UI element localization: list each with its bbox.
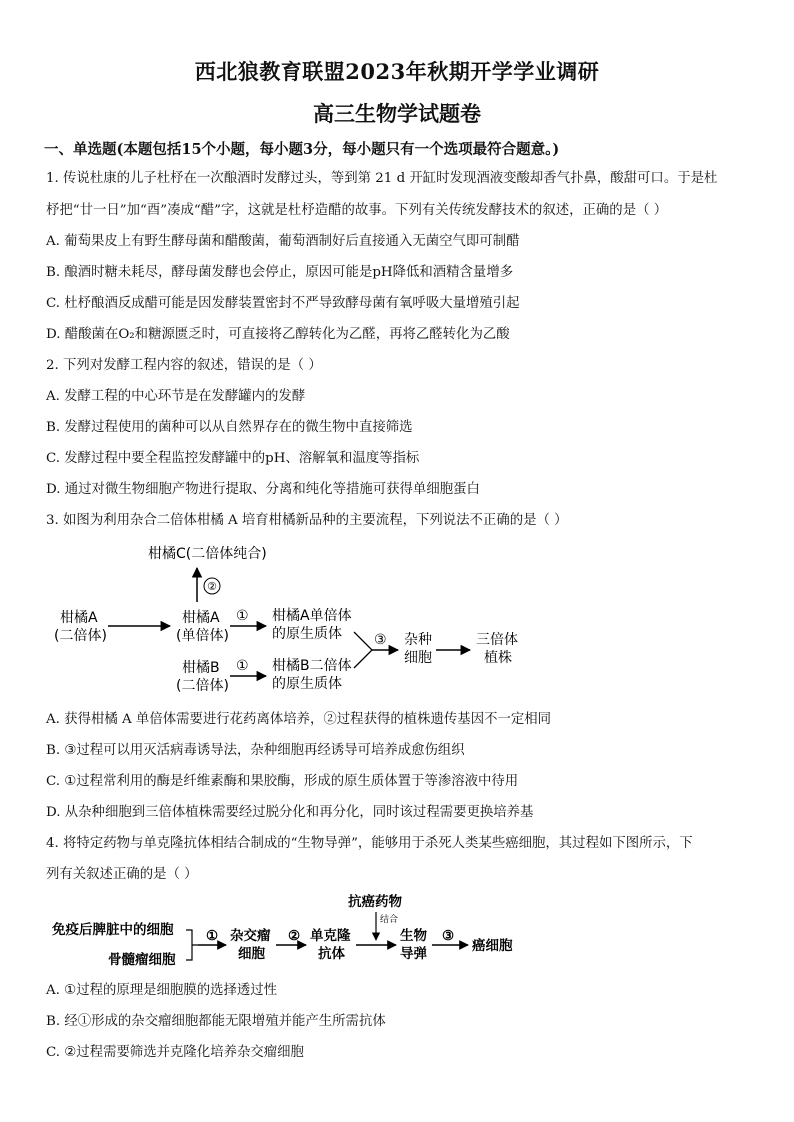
q3-triploid-1: 三倍体 [476, 632, 518, 648]
q3-step3: ③ [374, 632, 387, 648]
q3-flow-diagram [0, 540, 794, 700]
q1-stem-line2: 杼把“廿一日”加“酉”凑成“醋”字，这就是杜杼造醋的故事。下列有关传统发酵技术的叙述，正确的是（ ） [46, 203, 668, 218]
q3-proto-a-1: 柑橘A单倍体 [272, 608, 352, 624]
q3-stem: 3. 如图为利用杂合二倍体柑橘 A 培育柑橘新品种的主要流程，下列说法不正确的是（ ） [46, 513, 568, 528]
q3-citrus-c: 柑橘C(二倍体纯合) [148, 546, 267, 562]
q3-step1a: ① [236, 608, 249, 624]
q2-stem: 2. 下列对发酵工程内容的叙述，错误的是（ ） [46, 358, 322, 373]
q4-hybridoma-2: 细胞 [238, 946, 265, 962]
q3-option-d: D. 从杂种细胞到三倍体植株需要经过脱分化和再分化，同时该过程需要更换培养基 [46, 805, 534, 820]
q4-drug: 抗癌药物 [348, 894, 402, 910]
q4-missile-1: 生物 [400, 928, 427, 944]
q4-step2: ② [288, 928, 301, 944]
q4-merge-bracket [186, 930, 198, 960]
q4-option-b: B. 经①形成的杂交瘤细胞都能无限增殖并能产生所需抗体 [46, 1014, 386, 1029]
q2-option-c: C. 发酵过程中要全程监控发酵罐中的pH、溶解氧和温度等指标 [46, 451, 420, 466]
q3-citrus-b-sub: (二倍体) [176, 678, 229, 694]
q3-citrus-b: 柑橘B [182, 660, 220, 676]
q4-spleen: 免疫后脾脏中的细胞 [52, 922, 174, 938]
q4-mab-2: 抗体 [318, 946, 345, 962]
q4-stem-line2: 列有关叙述正确的是（ ） [46, 867, 198, 882]
q4-flow-diagram [0, 892, 794, 972]
q3-proto-b-2: 的原生质体 [272, 676, 342, 692]
q3-merge-lines [354, 632, 372, 668]
q4-option-c: C. ②过程需要筛选并克隆化培养杂交瘤细胞 [46, 1045, 304, 1060]
q4-cancer: 癌细胞 [472, 938, 513, 954]
section-heading: 一、单选题(本题包括15个小题，每小题3分，每小题只有一个选项最符合题意。) [44, 141, 560, 158]
q2-option-a: A. 发酵工程的中心环节是在发酵罐内的发酵 [46, 389, 306, 404]
q3-citrus-a-haploid: 柑橘A [182, 610, 220, 626]
q3-triploid-2: 植株 [484, 650, 512, 666]
q3-hybrid-2: 细胞 [404, 650, 432, 666]
q3-option-c: C. ①过程常利用的酶是纤维素酶和果胶酶，形成的原生质体置于等渗溶液中待用 [46, 774, 519, 789]
q1-option-d: D. 醋酸菌在O₂和糖源匮乏时，可直接将乙醇转化为乙醛，再将乙醛转化为乙酸 [46, 327, 510, 342]
q1-stem-line1: 1. 传说杜康的儿子杜杼在一次酿酒时发酵过头，等到第 21 d 开缸时发现酒液变酸却香气扑鼻，酸甜可口。于是杜 [46, 171, 718, 186]
q4-myeloma: 骨髓瘤细胞 [108, 952, 176, 968]
q4-combine: 结合 [380, 915, 399, 925]
exam-subtitle: 高三生物学试题卷 [313, 101, 481, 126]
q4-hybridoma-1: 杂交瘤 [230, 928, 271, 944]
q2-option-d: D. 通过对微生物细胞产物进行提取、分离和纯化等措施可获得单细胞蛋白 [46, 482, 480, 497]
q1-option-a: A. 葡萄果皮上有野生酵母菌和醋酸菌，葡萄酒制好后直接通入无菌空气即可制醋 [46, 234, 520, 249]
q4-step3: ③ [442, 928, 455, 944]
q4-option-a: A. ①过程的原理是细胞膜的选择透过性 [46, 983, 278, 998]
q3-proto-a-2: 的原生质体 [272, 626, 342, 642]
q3-step1b: ① [236, 658, 249, 674]
q3-hybrid-1: 杂种 [404, 632, 432, 648]
q3-citrus-a-sub: (二倍体) [54, 628, 107, 644]
q3-option-a: A. 获得柑橘 A 单倍体需要进行花药离体培养，②过程获得的植株遗传基因不一定相同 [46, 712, 552, 727]
q4-stem-line1: 4. 将特定药物与单克隆抗体相结合制成的“生物导弹”，能够用于杀死人类某些癌细胞，其过程如下图所示，下 [46, 836, 693, 851]
q1-option-c: C. 杜杼酿酒反成醋可能是因发酵装置密封不严导致酵母菌有氧呼吸大量增殖引起 [46, 296, 520, 311]
q4-missile-2: 导弹 [400, 946, 427, 962]
q4-step1: ① [206, 928, 219, 944]
q2-option-b: B. 发酵过程使用的菌种可以从自然界存在的微生物中直接筛选 [46, 420, 413, 435]
q3-citrus-a-haploid-sub: (单倍体) [176, 628, 229, 644]
q3-step2: ② [207, 580, 217, 593]
q1-option-b: B. 酿酒时糖未耗尽，酵母菌发酵也会停止，原因可能是pH降低和酒精含量增多 [46, 265, 514, 280]
q3-proto-b-1: 柑橘B二倍体 [272, 658, 352, 674]
q3-option-b: B. ③过程可以用灭活病毒诱导法，杂种细胞再经诱导可培养成愈伤组织 [46, 743, 465, 758]
q4-mab-1: 单克隆 [310, 928, 351, 944]
exam-title: 西北狼教育联盟2023年秋期开学学业调研 [194, 59, 600, 84]
q3-citrus-a: 柑橘A [60, 610, 98, 626]
